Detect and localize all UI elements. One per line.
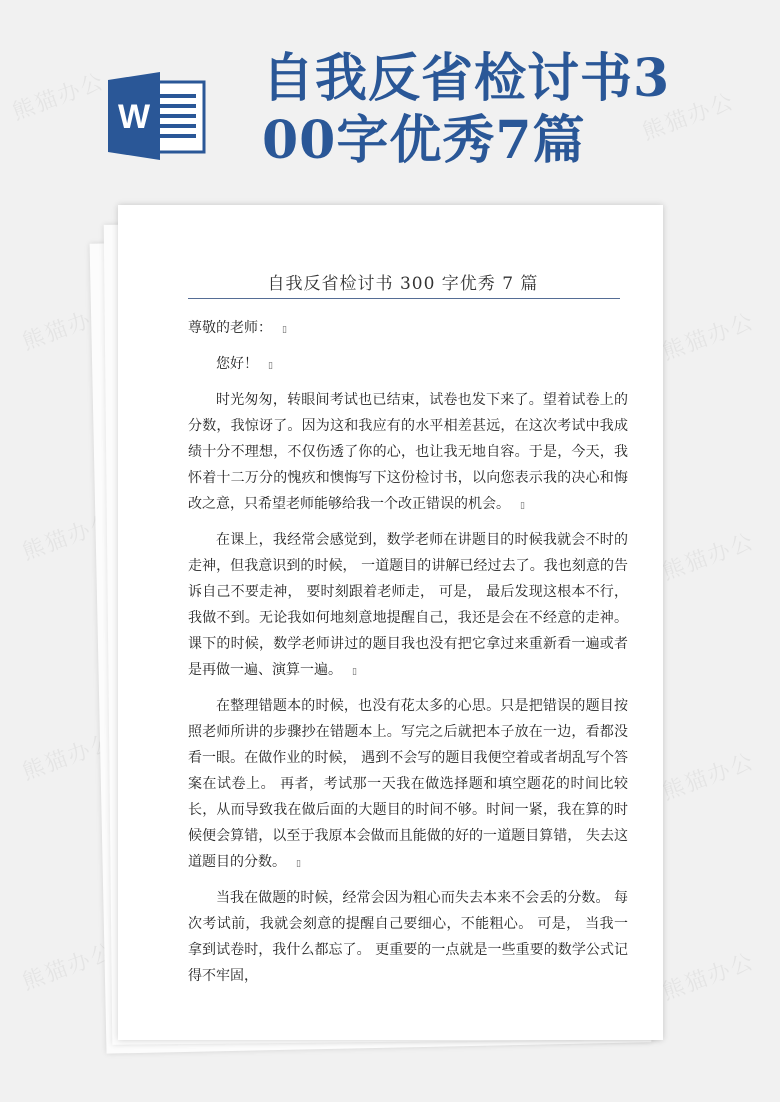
paragraph-mark-icon: ▯ [352,667,357,677]
word-document-icon [108,72,208,160]
title-divider [188,298,620,299]
paragraph: 在课上，我经常会感觉到，数学老师在讲题目的时候我就会不时的走神，但我意识到的时候， 一道题目的讲解已经过去了。我也刻意的告诉自己不要走神， 要时刻跟着老师走， 可是， 最后发现这根本不行，我做不到。无论我如何地刻意地提醒自己，我还是会在不经意的走神。课下的时候，数学老师讲过的题目我也没有把它拿过来重新看一遍或者是再做一遍、演算一遍。 ▯ [188,532,628,678]
greeting: 您好！ ▯ [216,356,273,372]
paragraph-mark-icon: ▯ [520,501,525,511]
document-title: 自我反省检讨书 300 字优秀 7 篇 [267,274,539,294]
paragraph-mark-icon: ▯ [296,859,301,869]
watermark: 熊猫办公 [639,89,739,146]
banner-title: 自我反省检讨书300字优秀7篇 [262,48,671,171]
watermark: 熊猫办公 [659,749,759,806]
watermark: 熊猫办公 [659,529,759,586]
watermark: 熊猫办公 [9,69,109,126]
paragraph: 时光匆匆，转眼间考试也已结束，试卷也发下来了。望着试卷上的分数，我惊讶了。因为这和我应有的水平相差甚远，在这次考试中我成绩十分不理想，不仅伤透了你的心，也让我无地自容。于是，今天，我怀着十二万分的愧疚和懊悔写下这份检讨书，以向您表示我的决心和悔改之意，只希望老师能够给我一个改正错误的机会。 ▯ [188,392,628,512]
paragraph-mark-icon: ▯ [268,361,273,371]
paragraph-mark-icon: ▯ [282,325,287,335]
watermark: 熊猫办公 [659,309,759,366]
watermark: 熊猫办公 [659,949,759,1006]
paragraph: 当我在做题的时候，经常会因为粗心而失去本来不会丢的分数。 每次考试前，我就会刻意的提醒自己要细心，不能粗心。 可是， 当我一拿到试卷时，我什么都忘了。 更重要的一点就是一些重要的数学公式记得不牢固， [188,890,628,984]
document-page [118,205,663,1040]
watermark: 熊猫办公 [19,939,119,996]
watermark: 熊猫办公 [19,299,119,356]
watermark: 熊猫办公 [19,729,119,786]
salutation: 尊敬的老师： ▯ [188,320,287,336]
document-body [188,315,628,997]
watermark: 熊猫办公 [19,509,119,566]
paragraph: 在整理错题本的时候，也没有花太多的心思。只是把错误的题目按照老师所讲的步骤抄在错题本上。写完之后就把本子放在一边，看都没看一眼。在做作业的时候， 遇到不会写的题目我便空着或者胡乱写个答案在试卷上。 再者，考试那一天我在做选择题和填空题花的时间比较长，从而导致我在做后面的大题目的时间不够。时间一紧，我在算的时候便会算错，以至于我原本会做而且能做的好的一道题目算错， 失去这道题目的分数。 ▯ [188,698,628,870]
word-logo-letter: W [117,98,151,136]
